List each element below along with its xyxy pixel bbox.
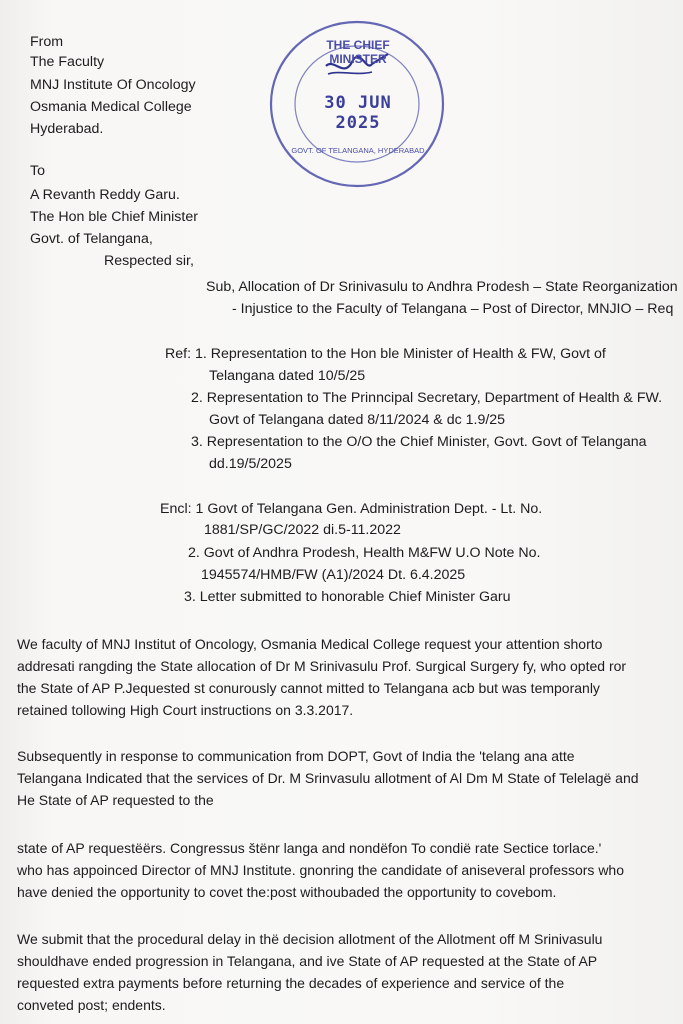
paragraph-line: addresati rangding the State allocation of Dr M Srinivasulu Prof. Surgical Surgery fy, who opted ror: [17, 658, 627, 674]
ref-line: 3. Representation to the O/O the Chief Minister, Govt. Govt of Telangana: [191, 434, 647, 450]
paragraph-line: Telangana Indicated that the services of Dr. M Srinvasulu allotment of Al Dm M State of Telelagë and: [17, 770, 639, 786]
paragraph-line: requested extra payments before returning the decades of experience and service of the: [17, 975, 565, 991]
stamp-date: 30 JUN 2025: [324, 93, 392, 133]
to-line: The Hon ble Chief Minister: [30, 209, 198, 225]
ref-line: dd.19/5/2025: [209, 456, 292, 472]
paragraph-line: We faculty of MNJ Institut of Oncology, Osmania Medical College request your attention shorto: [17, 636, 603, 652]
stamp-top-text: THE CHIEF MINISTER: [326, 38, 390, 66]
from-line: Osmania Medical College: [30, 99, 192, 115]
subject-line: - Injustice to the Faculty of Telangana – Post of Director, MNJIO – Req: [232, 301, 674, 317]
encl-line: 2. Govt of Andhra Prodesh, Health M&FW U.O Note No.: [188, 545, 541, 561]
encl-line: 1881/SP/GC/2022 di.5-11.2022: [204, 522, 401, 538]
ref-line: Ref: 1. Representation to the Hon ble Minister of Health & FW, Govt of: [165, 346, 606, 362]
paragraph-line: the State of AP P.Jequested st conurously cannot mitted to Telangana acb but was temporanly: [17, 680, 600, 696]
to-line: Govt. of Telangana,: [30, 231, 153, 247]
ref-line: Govt of Telangana dated 8/11/2024 & dc 1.9/25: [209, 412, 506, 428]
subject-line: Sub, Allocation of Dr Srinivasulu to Andhra Prodesh – State Reorganization: [206, 279, 678, 295]
paragraph-line: have denied the opportunity to covet the:post withoubaded the opportunity to covebom.: [17, 884, 557, 900]
encl-line: Encl: 1 Govt of Telangana Gen. Administration Dept. - Lt. No.: [160, 501, 543, 517]
paragraph-line: conveted post; endents.: [17, 997, 166, 1013]
paragraph-line: shouldhave ended progression in Telangana, and ive State of AP requested at the State of AP: [17, 953, 598, 969]
from-line: MNJ Institute Of Oncology: [30, 77, 196, 93]
stamp-bottom-text: GOVT. OF TELANGANA, HYDERABAD: [291, 146, 425, 155]
ref-line: 2. Representation to The Prinncipal Secretary, Department of Health & FW.: [191, 390, 663, 406]
to-label: To: [30, 163, 45, 179]
salutation: Respected sir,: [104, 253, 194, 269]
received-stamp: [268, 18, 446, 190]
paragraph-line: who has appoinced Director of MNJ Institute. gnonring the candidate of aniseveral professors who: [17, 862, 625, 878]
paragraph-line: state of AP requestëërs. Congressus štënr langa and nondëfon To condië rate Sectice torlace.': [17, 840, 602, 856]
paragraph-line: Subsequently in response to communication from DOPT, Govt of India the 'telang ana atte: [17, 748, 575, 764]
paragraph-line: retained tollowing High Court instructions on 3.3.2017.: [17, 702, 354, 718]
from-label: From: [30, 34, 64, 50]
from-line: The Faculty: [30, 54, 105, 70]
paragraph-line: He State of AP requested to the: [17, 792, 214, 808]
encl-line: 1945574/HMB/FW (A1)/2024 Dt. 6.4.2025: [201, 567, 466, 583]
to-line: A Revanth Reddy Garu.: [30, 187, 180, 203]
ref-line: Telangana dated 10/5/25: [209, 368, 366, 384]
from-line: Hyderabad.: [30, 121, 104, 137]
paragraph-line: We submit that the procedural delay in thë decision allotment of the Allotment off M Srinivasulu: [17, 931, 603, 947]
encl-line: 3. Letter submitted to honorable Chief Minister Garu: [184, 589, 511, 605]
